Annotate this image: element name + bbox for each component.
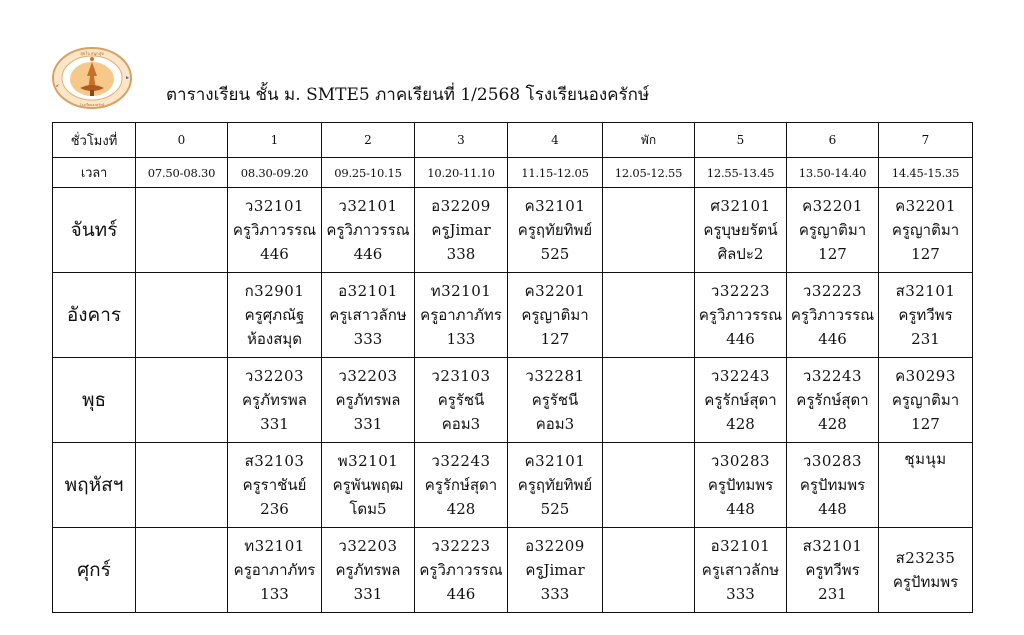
room: 428 xyxy=(446,500,476,518)
class-slot-content xyxy=(879,279,972,351)
class-slot-content xyxy=(787,364,878,436)
class-slot-content xyxy=(415,534,507,606)
room: โดม5 xyxy=(349,500,387,518)
class-slot-content xyxy=(415,194,507,266)
break-label: พัก xyxy=(603,123,695,158)
class-slot-content xyxy=(508,534,602,606)
class-slot-content xyxy=(228,364,321,436)
class-slot xyxy=(415,188,508,273)
time-range: 12.05-12.55 xyxy=(603,158,695,188)
empty-slot xyxy=(136,358,228,443)
subject-code: อ32209 xyxy=(431,197,491,215)
period-header-row xyxy=(53,123,973,158)
room: 333 xyxy=(353,330,383,348)
class-slot xyxy=(508,273,603,358)
class-slot-content xyxy=(879,364,972,436)
time-range: 13.50-14.40 xyxy=(787,158,879,188)
room: 446 xyxy=(726,330,755,348)
time-range: 11.15-12.05 xyxy=(508,158,603,188)
day-row xyxy=(53,443,973,528)
class-slot xyxy=(879,443,973,528)
class-slot-content xyxy=(228,449,321,521)
subject-code: ส32101 xyxy=(895,282,956,300)
day-name: พฤหัสฯ xyxy=(53,443,136,528)
empty-slot xyxy=(136,188,228,273)
class-slot xyxy=(415,358,508,443)
period-label: ชั่วโมงที่ xyxy=(53,123,136,158)
room: 331 xyxy=(260,415,289,433)
subject-code: ก32901 xyxy=(244,282,305,300)
class-slot xyxy=(508,528,603,613)
teacher-name: ครูอาภาภัทร xyxy=(420,306,502,324)
class-slot xyxy=(787,188,879,273)
day-name: ศุกร์ xyxy=(53,528,136,613)
subject-code: ว32243 xyxy=(802,367,863,385)
day-row xyxy=(53,358,973,443)
teacher-name: ครูวิภาวรรณ xyxy=(698,306,783,324)
class-slot-content xyxy=(415,279,507,351)
class-slot-content xyxy=(695,194,786,266)
period-number: 2 xyxy=(322,123,415,158)
class-slot xyxy=(228,443,322,528)
teacher-name: ครูภัทรพล xyxy=(335,391,401,409)
class-slot xyxy=(415,443,508,528)
class-slot-content xyxy=(322,364,414,436)
subject-code: ว32101 xyxy=(244,197,305,215)
class-slot xyxy=(415,273,508,358)
activity-label: ชุมนุม xyxy=(904,450,947,468)
class-slot-content xyxy=(695,364,786,436)
class-slot xyxy=(695,188,787,273)
subject-code: อ32209 xyxy=(525,537,585,555)
subject-code: ส23235 xyxy=(895,549,956,567)
class-slot-content xyxy=(787,279,878,351)
room: 428 xyxy=(726,415,755,433)
subject-code: ว32101 xyxy=(338,197,398,215)
subject-code: ว32203 xyxy=(338,537,398,555)
teacher-name: ครูราชันย์ xyxy=(242,476,307,494)
teacher-name: ครูวิภาวรรณ xyxy=(419,561,503,579)
class-slot xyxy=(228,273,322,358)
class-slot xyxy=(695,273,787,358)
teacher-name: ครูภัทรพล xyxy=(335,561,401,579)
class-slot-content xyxy=(787,534,878,606)
class-slot-content xyxy=(879,194,972,266)
class-slot xyxy=(508,443,603,528)
class-slot xyxy=(787,528,879,613)
subject-code: ค32201 xyxy=(802,197,863,215)
class-slot xyxy=(879,273,973,358)
class-slot xyxy=(879,358,973,443)
period-number: 4 xyxy=(508,123,603,158)
class-slot-content xyxy=(508,194,602,266)
room: 525 xyxy=(540,500,570,518)
subject-code: ท32101 xyxy=(430,282,492,300)
teacher-name: ครูอาภาภัทร xyxy=(233,561,316,579)
period-number: 5 xyxy=(695,123,787,158)
time-range: 12.55-13.45 xyxy=(695,158,787,188)
subject-code: ว32203 xyxy=(244,367,305,385)
teacher-name: ครูศุภณัฐ xyxy=(244,306,305,324)
empty-slot xyxy=(603,188,695,273)
teacher-name: ครูญาติมา xyxy=(521,306,589,324)
class-slot-content xyxy=(508,449,602,521)
teacher-name: ครูวิภาวรรณ xyxy=(326,221,410,239)
room: 338 xyxy=(446,245,476,263)
class-slot-content xyxy=(879,546,972,594)
time-range: 08.30-09.20 xyxy=(228,158,322,188)
class-slot-content xyxy=(695,279,786,351)
teacher-name: ครูรักษ์สุดา xyxy=(796,391,869,409)
teacher-name: ครูฤทัยทิพย์ xyxy=(517,476,593,494)
period-number: 0 xyxy=(136,123,228,158)
class-slot xyxy=(322,443,415,528)
teacher-name: ครูทวีพร xyxy=(805,561,860,579)
time-row xyxy=(53,158,973,188)
class-slot-content xyxy=(228,279,321,351)
room: ศิลปะ2 xyxy=(717,245,764,263)
class-slot xyxy=(228,358,322,443)
room: 448 xyxy=(818,500,847,518)
room: 127 xyxy=(540,330,570,348)
class-slot xyxy=(787,358,879,443)
subject-code: ค30293 xyxy=(895,367,956,385)
room: 236 xyxy=(260,500,289,518)
class-slot-content xyxy=(508,279,602,351)
room: 448 xyxy=(726,500,755,518)
class-slot-content xyxy=(322,279,414,351)
teacher-name: ครูรัชนี xyxy=(437,391,485,409)
class-slot xyxy=(879,188,973,273)
subject-code: ว32243 xyxy=(431,452,491,470)
period-number: 7 xyxy=(879,123,973,158)
subject-code: ว30283 xyxy=(710,452,771,470)
room: 127 xyxy=(911,415,940,433)
empty-slot xyxy=(136,443,228,528)
subject-code: ค32101 xyxy=(524,452,586,470)
room: 133 xyxy=(260,585,289,603)
day-row xyxy=(53,273,973,358)
room: 446 xyxy=(818,330,847,348)
time-range: 10.20-11.10 xyxy=(415,158,508,188)
room: ห้องสมุด xyxy=(246,330,302,348)
page-title: ตารางเรียน ชั้น ม. SMTE5 ภาคเรียนที่ 1/2568 โรงเรียนองครักษ์ xyxy=(166,85,650,105)
class-slot xyxy=(787,443,879,528)
subject-code: ว23103 xyxy=(431,367,491,385)
class-slot-content xyxy=(787,449,878,521)
time-label: เวลา xyxy=(53,158,136,188)
period-number: 3 xyxy=(415,123,508,158)
day-row xyxy=(53,188,973,273)
subject-code: อ32101 xyxy=(710,537,771,555)
subject-code: อ32101 xyxy=(338,282,398,300)
teacher-name: ครูญาติมา xyxy=(891,221,960,239)
class-slot xyxy=(322,273,415,358)
room: 127 xyxy=(911,245,940,263)
class-slot-content xyxy=(322,534,414,606)
teacher-name: ครูทวีพร xyxy=(898,306,953,324)
empty-slot xyxy=(603,528,695,613)
teacher-name: ครูเสาวลักษ xyxy=(329,306,407,324)
teacher-name: ครูบุษยรัตน์ xyxy=(703,221,778,239)
subject-code: ว32223 xyxy=(710,282,771,300)
empty-slot xyxy=(136,273,228,358)
class-slot xyxy=(322,528,415,613)
room: 333 xyxy=(540,585,570,603)
class-slot xyxy=(508,358,603,443)
teacher-name: ครูปัทมพร xyxy=(799,476,866,494)
room: 525 xyxy=(540,245,570,263)
subject-code: ว30283 xyxy=(802,452,863,470)
class-slot xyxy=(415,528,508,613)
subject-code: ว32243 xyxy=(710,367,771,385)
room: 231 xyxy=(911,330,940,348)
empty-slot xyxy=(603,358,695,443)
class-slot xyxy=(879,528,973,613)
empty-slot xyxy=(136,528,228,613)
class-slot-content xyxy=(415,364,507,436)
room: 333 xyxy=(726,585,755,603)
room: 331 xyxy=(353,415,383,433)
class-slot-content xyxy=(695,449,786,521)
teacher-name: ครูญาติมา xyxy=(891,391,960,409)
period-number: 6 xyxy=(787,123,879,158)
class-slot-content xyxy=(322,449,414,521)
subject-code: ค32201 xyxy=(524,282,586,300)
subject-code: ส32103 xyxy=(244,452,305,470)
school-logo xyxy=(50,46,134,110)
class-slot-content xyxy=(508,364,602,436)
class-slot xyxy=(508,188,603,273)
room: 331 xyxy=(353,585,383,603)
subject-code: ว32203 xyxy=(338,367,398,385)
time-range: 07.50-08.30 xyxy=(136,158,228,188)
empty-slot xyxy=(603,273,695,358)
day-name: พุธ xyxy=(53,358,136,443)
teacher-name: ครูวิภาวรรณ xyxy=(232,221,317,239)
day-row xyxy=(53,528,973,613)
teacher-name: ครูวิภาวรรณ xyxy=(790,306,875,324)
time-range: 14.45-15.35 xyxy=(879,158,973,188)
teacher-name: ครูรักษ์สุดา xyxy=(704,391,777,409)
subject-code: พ32101 xyxy=(337,452,399,470)
teacher-name: ครูพันพฤฒ xyxy=(332,476,404,494)
class-slot-content xyxy=(228,534,321,606)
class-slot xyxy=(322,358,415,443)
subject-code: ค32201 xyxy=(895,197,956,215)
room: 446 xyxy=(260,245,289,263)
timetable xyxy=(52,122,973,613)
subject-code: ส32101 xyxy=(802,537,863,555)
room: 231 xyxy=(818,585,847,603)
teacher-name: ครูรักษ์สุดา xyxy=(424,476,498,494)
subject-code: ว32281 xyxy=(525,367,585,385)
class-slot xyxy=(787,273,879,358)
svg-text:สุขใจ สนุกสุข: สุขใจ สนุกสุข xyxy=(80,51,104,56)
class-slot xyxy=(228,528,322,613)
day-name: อังคาร xyxy=(53,273,136,358)
class-slot-content xyxy=(322,194,414,266)
subject-code: ค32101 xyxy=(524,197,586,215)
day-rows xyxy=(53,188,973,613)
svg-text:โรงเรียนองครักษ์: โรงเรียนองครักษ์ xyxy=(79,103,105,107)
class-slot-content xyxy=(415,449,507,521)
time-range: 09.25-10.15 xyxy=(322,158,415,188)
class-slot xyxy=(695,528,787,613)
teacher-name: ครูปัทมพร xyxy=(892,573,959,591)
teacher-name: ครูJimar xyxy=(431,221,491,239)
class-slot xyxy=(695,358,787,443)
class-slot-content xyxy=(695,534,786,606)
room: 127 xyxy=(818,245,847,263)
class-slot xyxy=(695,443,787,528)
subject-code: ศ32101 xyxy=(710,197,771,215)
teacher-name: ครูฤทัยทิพย์ xyxy=(517,221,593,239)
teacher-name: ครูภัทรพล xyxy=(241,391,307,409)
teacher-name: ครูJimar xyxy=(525,561,585,579)
room: 133 xyxy=(446,330,476,348)
class-slot-content xyxy=(228,194,321,266)
empty-slot xyxy=(603,443,695,528)
teacher-name: ครูปัทมพร xyxy=(707,476,774,494)
class-slot xyxy=(228,188,322,273)
subject-code: ว32223 xyxy=(431,537,491,555)
day-name: จันทร์ xyxy=(53,188,136,273)
subject-code: ท32101 xyxy=(244,537,305,555)
room: 446 xyxy=(353,245,383,263)
room: คอม3 xyxy=(441,415,481,433)
class-slot-content xyxy=(787,194,878,266)
class-slot xyxy=(322,188,415,273)
teacher-name: ครูรัชนี xyxy=(531,391,579,409)
subject-code: ว32223 xyxy=(802,282,863,300)
teacher-name: ครูเสาวลักษ xyxy=(701,561,780,579)
room: 446 xyxy=(446,585,476,603)
room: คอม3 xyxy=(535,415,575,433)
class-slot-content xyxy=(879,443,972,471)
period-number: 1 xyxy=(228,123,322,158)
teacher-name: ครูญาติมา xyxy=(798,221,867,239)
room: 428 xyxy=(818,415,847,433)
